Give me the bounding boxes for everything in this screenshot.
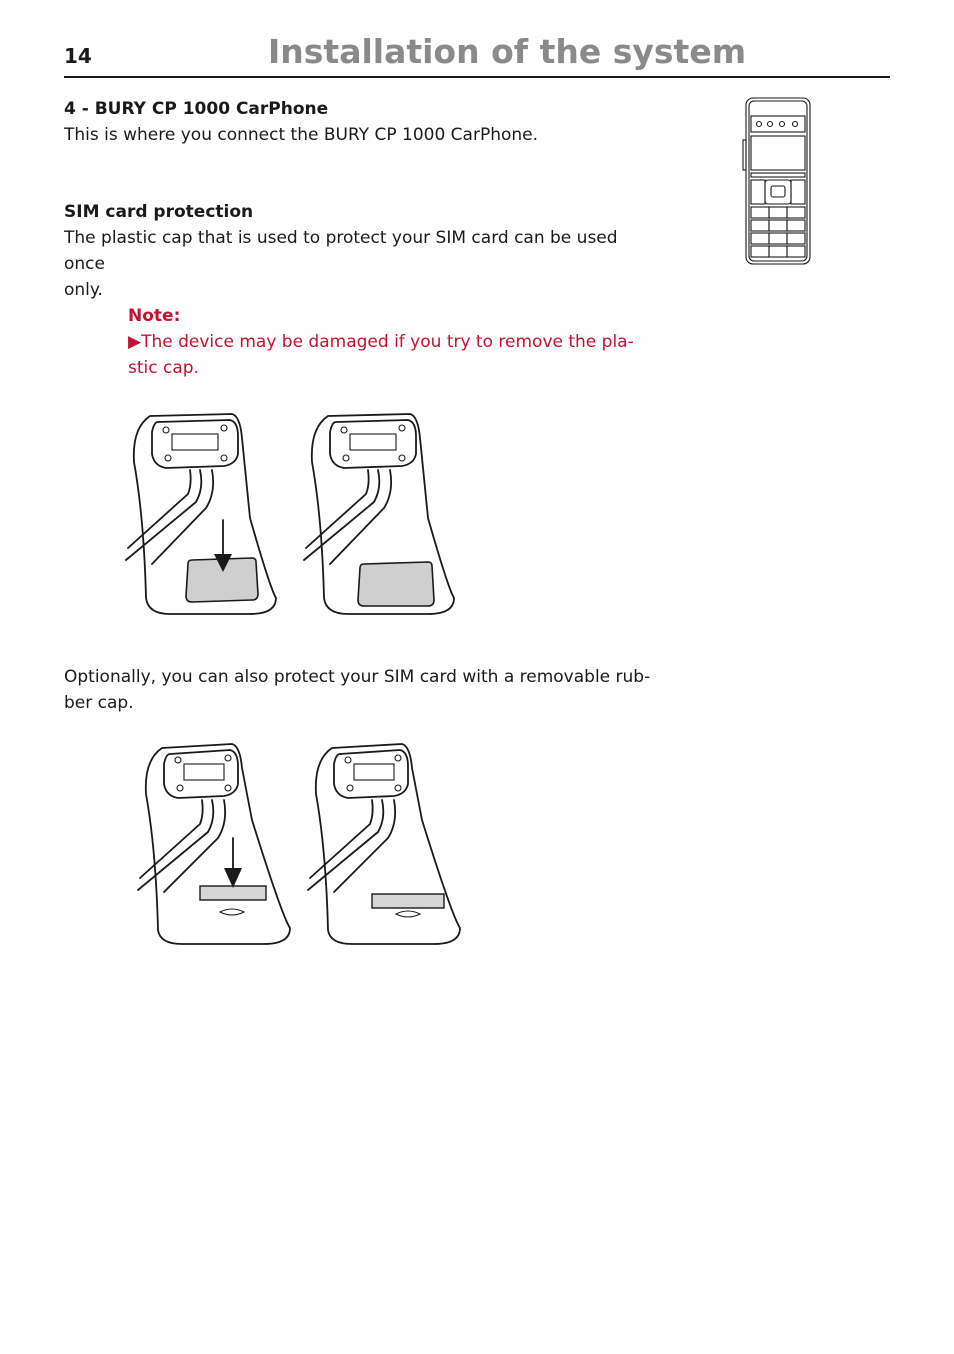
- carphone-illustration: [742, 96, 814, 268]
- note-box: [128, 303, 648, 381]
- section-carphone: [64, 96, 654, 148]
- cradle-rubber-fitted: [308, 744, 460, 944]
- note-text-line: stic cap.: [128, 358, 199, 378]
- section-text-line: The plastic cap that is used to protect your SIM card can be used once: [64, 228, 618, 274]
- rubber-cap-illustration: [132, 740, 477, 950]
- cradle-cap-fitted: [304, 414, 454, 614]
- section-text-line: Optionally, you can also protect your SIM card with a removable rub-: [64, 667, 651, 687]
- section-heading: 4 - BURY CP 1000 CarPhone: [64, 99, 329, 119]
- section-text-line: ber cap.: [64, 693, 134, 713]
- section-rubber-cap: [64, 664, 654, 716]
- cradle-rubber-arrow: [138, 744, 290, 944]
- page-number: 14: [64, 44, 92, 68]
- plastic-cap-illustration: [120, 408, 465, 620]
- section-text-line: only.: [64, 280, 103, 300]
- section-text: This is where you connect the BURY CP 1000 CarPhone.: [64, 125, 539, 145]
- note-label: Note:: [128, 306, 181, 326]
- cradle-with-arrow: [126, 414, 276, 614]
- page-title: Installation of the system: [268, 32, 747, 71]
- note-text-line: ▶The device may be damaged if you try to remove the pla-: [128, 332, 634, 352]
- section-sim-protection: [64, 199, 654, 303]
- section-heading: SIM card protection: [64, 202, 254, 222]
- page-header: [64, 30, 890, 78]
